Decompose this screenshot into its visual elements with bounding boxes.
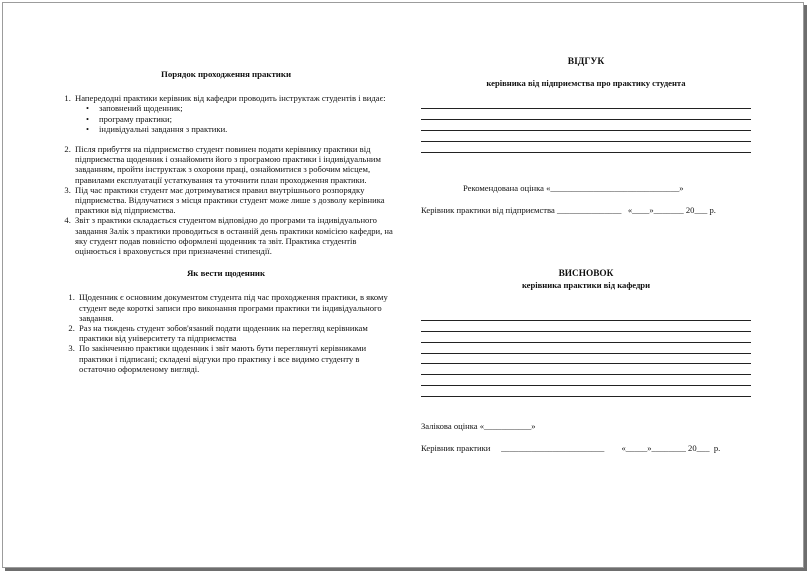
writing-line [421, 354, 751, 365]
right-column [421, 57, 751, 453]
bullet-list [75, 103, 394, 134]
writing-line [421, 321, 751, 332]
diary-list [58, 292, 394, 374]
bullet-item: • заповнений щоденник; [97, 103, 394, 113]
recommended-grade-field: Рекомендована оцінка «______________________________» [463, 183, 684, 193]
writing-line [421, 109, 751, 120]
writing-line [421, 343, 751, 354]
list-item-text: Напередодні практики керівник від кафедри проводить інструктаж студентів і видає: [75, 93, 386, 104]
writing-line [421, 310, 751, 321]
review-title: ВІДГУК [567, 57, 605, 67]
review-lines [421, 98, 751, 152]
list-item: 3. Під час практики студент має дотримуватися правил внутрішнього розпорядку підприємства. Відлучатися з місця практики студент може лише з дозволу керівника практики від підприємства. [73, 185, 394, 216]
conclusion-title: ВИСНОВОК [558, 269, 614, 279]
list-item: 2. Раз на тиждень студент зобов'язаний подати щоденник на перегляд керівникам практики від університету та підприємства [77, 323, 394, 343]
writing-line [421, 142, 751, 153]
procedure-list [58, 93, 394, 256]
review-subtitle: керівника від підприємства про практику студента [486, 78, 686, 89]
conclusion-subtitle: керівника практики від кафедри [521, 280, 651, 290]
credit-grade-field: Залікова оцінка «___________» [421, 421, 536, 431]
bullet-item: • індивідуальні завдання з практики. [97, 124, 394, 134]
list-item [73, 93, 394, 144]
conclusion-lines [421, 310, 751, 397]
document-page [2, 2, 804, 568]
writing-line [421, 375, 751, 386]
practice-procedure-title: Порядок проходження практики [160, 69, 292, 79]
writing-line [421, 131, 751, 142]
list-item: 1. Щоденник є основним документом студента під час проходження практики, в якому студент веде короткі записи про виконання програми практики ти індивідуального завдання. [77, 292, 394, 323]
list-item: 4. Звіт з практики складається студентом відповідно до програми та індивідуального завдання Залік з практики проводиться в останній день практики комісією кафедри, на яку студент подав повністю оформлені щоденник та звіт. Практика студентів оцінюється і враховується при призначенні стипендії. [73, 215, 394, 256]
diary-title: Як вести щоденник [186, 268, 266, 279]
writing-line [421, 364, 751, 375]
writing-line [421, 98, 751, 109]
writing-line [421, 332, 751, 343]
writing-line [421, 386, 751, 397]
bullet-item: • програму практики; [97, 114, 394, 124]
writing-line [421, 120, 751, 131]
list-item: 3. По закінченню практики щоденник і звіт мають бути переглянуті керівниками практики і підписані; складені відгуки про практику і все видимо студенту в остаточно оформленому вигляді. [77, 343, 394, 374]
enterprise-supervisor-signature: Керівник практики від підприємства _______________ «____»_______ 20___ р. [421, 205, 716, 215]
left-column [58, 69, 394, 374]
department-supervisor-signature: Керівник практики ________________________ «_____»________ 20___ р. [421, 443, 721, 453]
list-item: 2. Після прибуття на підприємство студент повинен подати керівнику практики від підприємства щоденник і ознайомити його з програмою практики і індивідуальним завданням, пройти інструктаж з охорони праці, ознайомитися з робочим місцем, правилами експлуатації устаткування та уточнити план проходження практики. [73, 144, 394, 185]
